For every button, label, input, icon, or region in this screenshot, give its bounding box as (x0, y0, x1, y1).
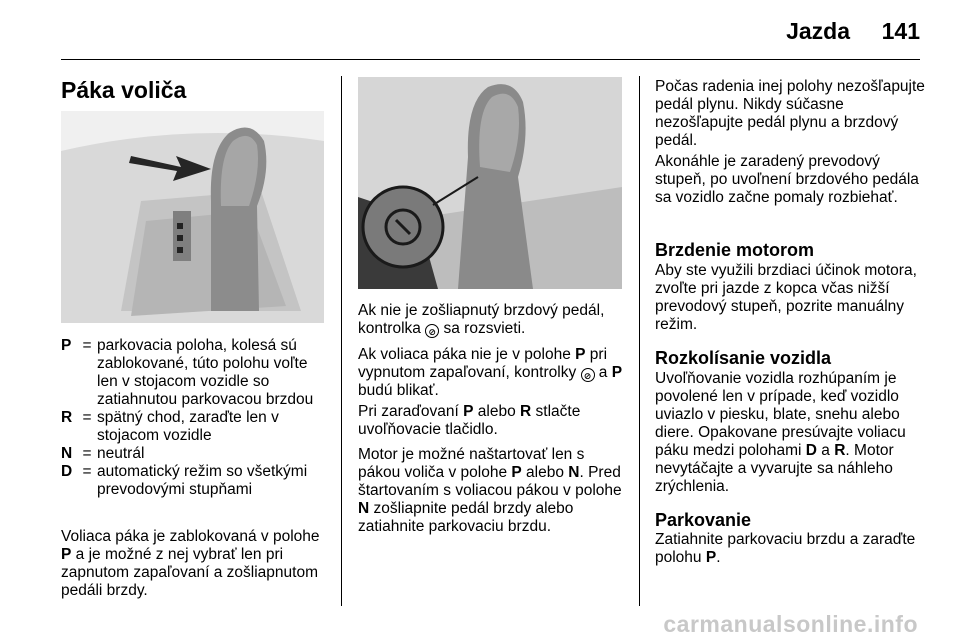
position-row-p (61, 337, 331, 409)
position-key: D (61, 463, 73, 480)
col3-paragraph-2: Akonáhle je zaradený prevodový stupeň, po uvoľnení brzdového pedála sa vozidlo začne pomaly rozbiehať. (655, 153, 919, 206)
column-divider-1 (341, 76, 342, 606)
subheading-rocking: Rozkolísanie vozidla (655, 348, 832, 368)
gear-lever-indicator-photo (358, 77, 622, 289)
position-list (61, 337, 331, 499)
position-desc: automatický režim so všetkými prevodovými stupňami (97, 463, 308, 498)
subheading-engine-braking: Brzdenie motorom (655, 240, 815, 260)
position-desc: parkovacia poloha, kolesá sú zablokované, túto polohu voľte len v stojacom vozidle so zatiahnutou parkovacou brzdou (97, 337, 314, 408)
position-key: N (61, 445, 73, 462)
position-row-d (61, 463, 331, 499)
col2-paragraph-2: Ak voliaca páka nie je v polohe P pri vypnutom zapaľovaní, kontrolky ⊘ a P budú blikať. (358, 346, 623, 399)
header-rule (61, 59, 920, 60)
col2-paragraph-4: Motor je možné naštartovať len s pákou voliča v polohe P alebo N. Pred štartovaním s voliacou pákou v polohe N zošliapnite pedál brzdy alebo zatiahnite parkovaciu brzdu. (358, 446, 622, 535)
position-key: P (61, 337, 72, 354)
watermark: carmanualsonline.info (663, 611, 918, 637)
position-eq: = (82, 337, 92, 354)
column-divider-2 (639, 76, 640, 606)
position-eq: = (82, 445, 92, 462)
position-eq: = (82, 463, 92, 480)
col2-paragraph-1: Ak nie je zošliapnutý brzdový pedál, kontrolka ⊘ sa rozsvieti. (358, 302, 605, 337)
position-desc: neutrál (97, 445, 145, 462)
position-eq: = (82, 409, 92, 426)
page-number: 141 (881, 18, 920, 44)
position-row-r (61, 409, 331, 445)
gear-selector-photo (61, 111, 324, 323)
col1-paragraph: Voliaca páka je zablokovaná v polohe P a je možné z nej vybrať len pri zapnutom zapaľovaní a zošliapnutom pedáli brzdy. (61, 528, 320, 599)
col3-paragraph-4: Uvoľňovanie vozidla rozhúpaním je povolené len v prípade, keď vozidlo uviazlo v piesku, blate, snehu alebo diere. Opakovane presúvajte voliacu páku medzi polohami D a R. Motor nevytáčajte a vyvarujte sa náhleho zrýchlenia. (655, 370, 906, 495)
col3-paragraph-3: Aby ste využili brzdiaci účinok motora, zvoľte pri jazde z kopca včas nižší prevodový stupeň, pozrite manuálny režim. (655, 262, 917, 333)
position-desc: spätný chod, zaraďte len v stojacom vozidle (97, 409, 279, 444)
subheading-parking: Parkovanie (655, 510, 752, 530)
brake-indicator-icon: ⊘ (425, 324, 439, 338)
position-row-n (61, 445, 331, 463)
col3-paragraph-1: Počas radenia inej polohy nezošľapujte pedál plynu. Nikdy súčasne nezošľapujte pedál plynu a brzdový pedál. (655, 78, 925, 149)
brake-indicator-icon: ⊘ (581, 368, 595, 382)
col3-paragraph-5: Zatiahnite parkovaciu brzdu a zaraďte polohu P. (655, 531, 916, 566)
header-section: Jazda (786, 18, 850, 44)
section-title: Páka voliča (61, 77, 187, 103)
col2-paragraph-3: Pri zaraďovaní P alebo R stlačte uvoľňovacie tlačidlo. (358, 403, 581, 438)
position-key: R (61, 409, 73, 426)
